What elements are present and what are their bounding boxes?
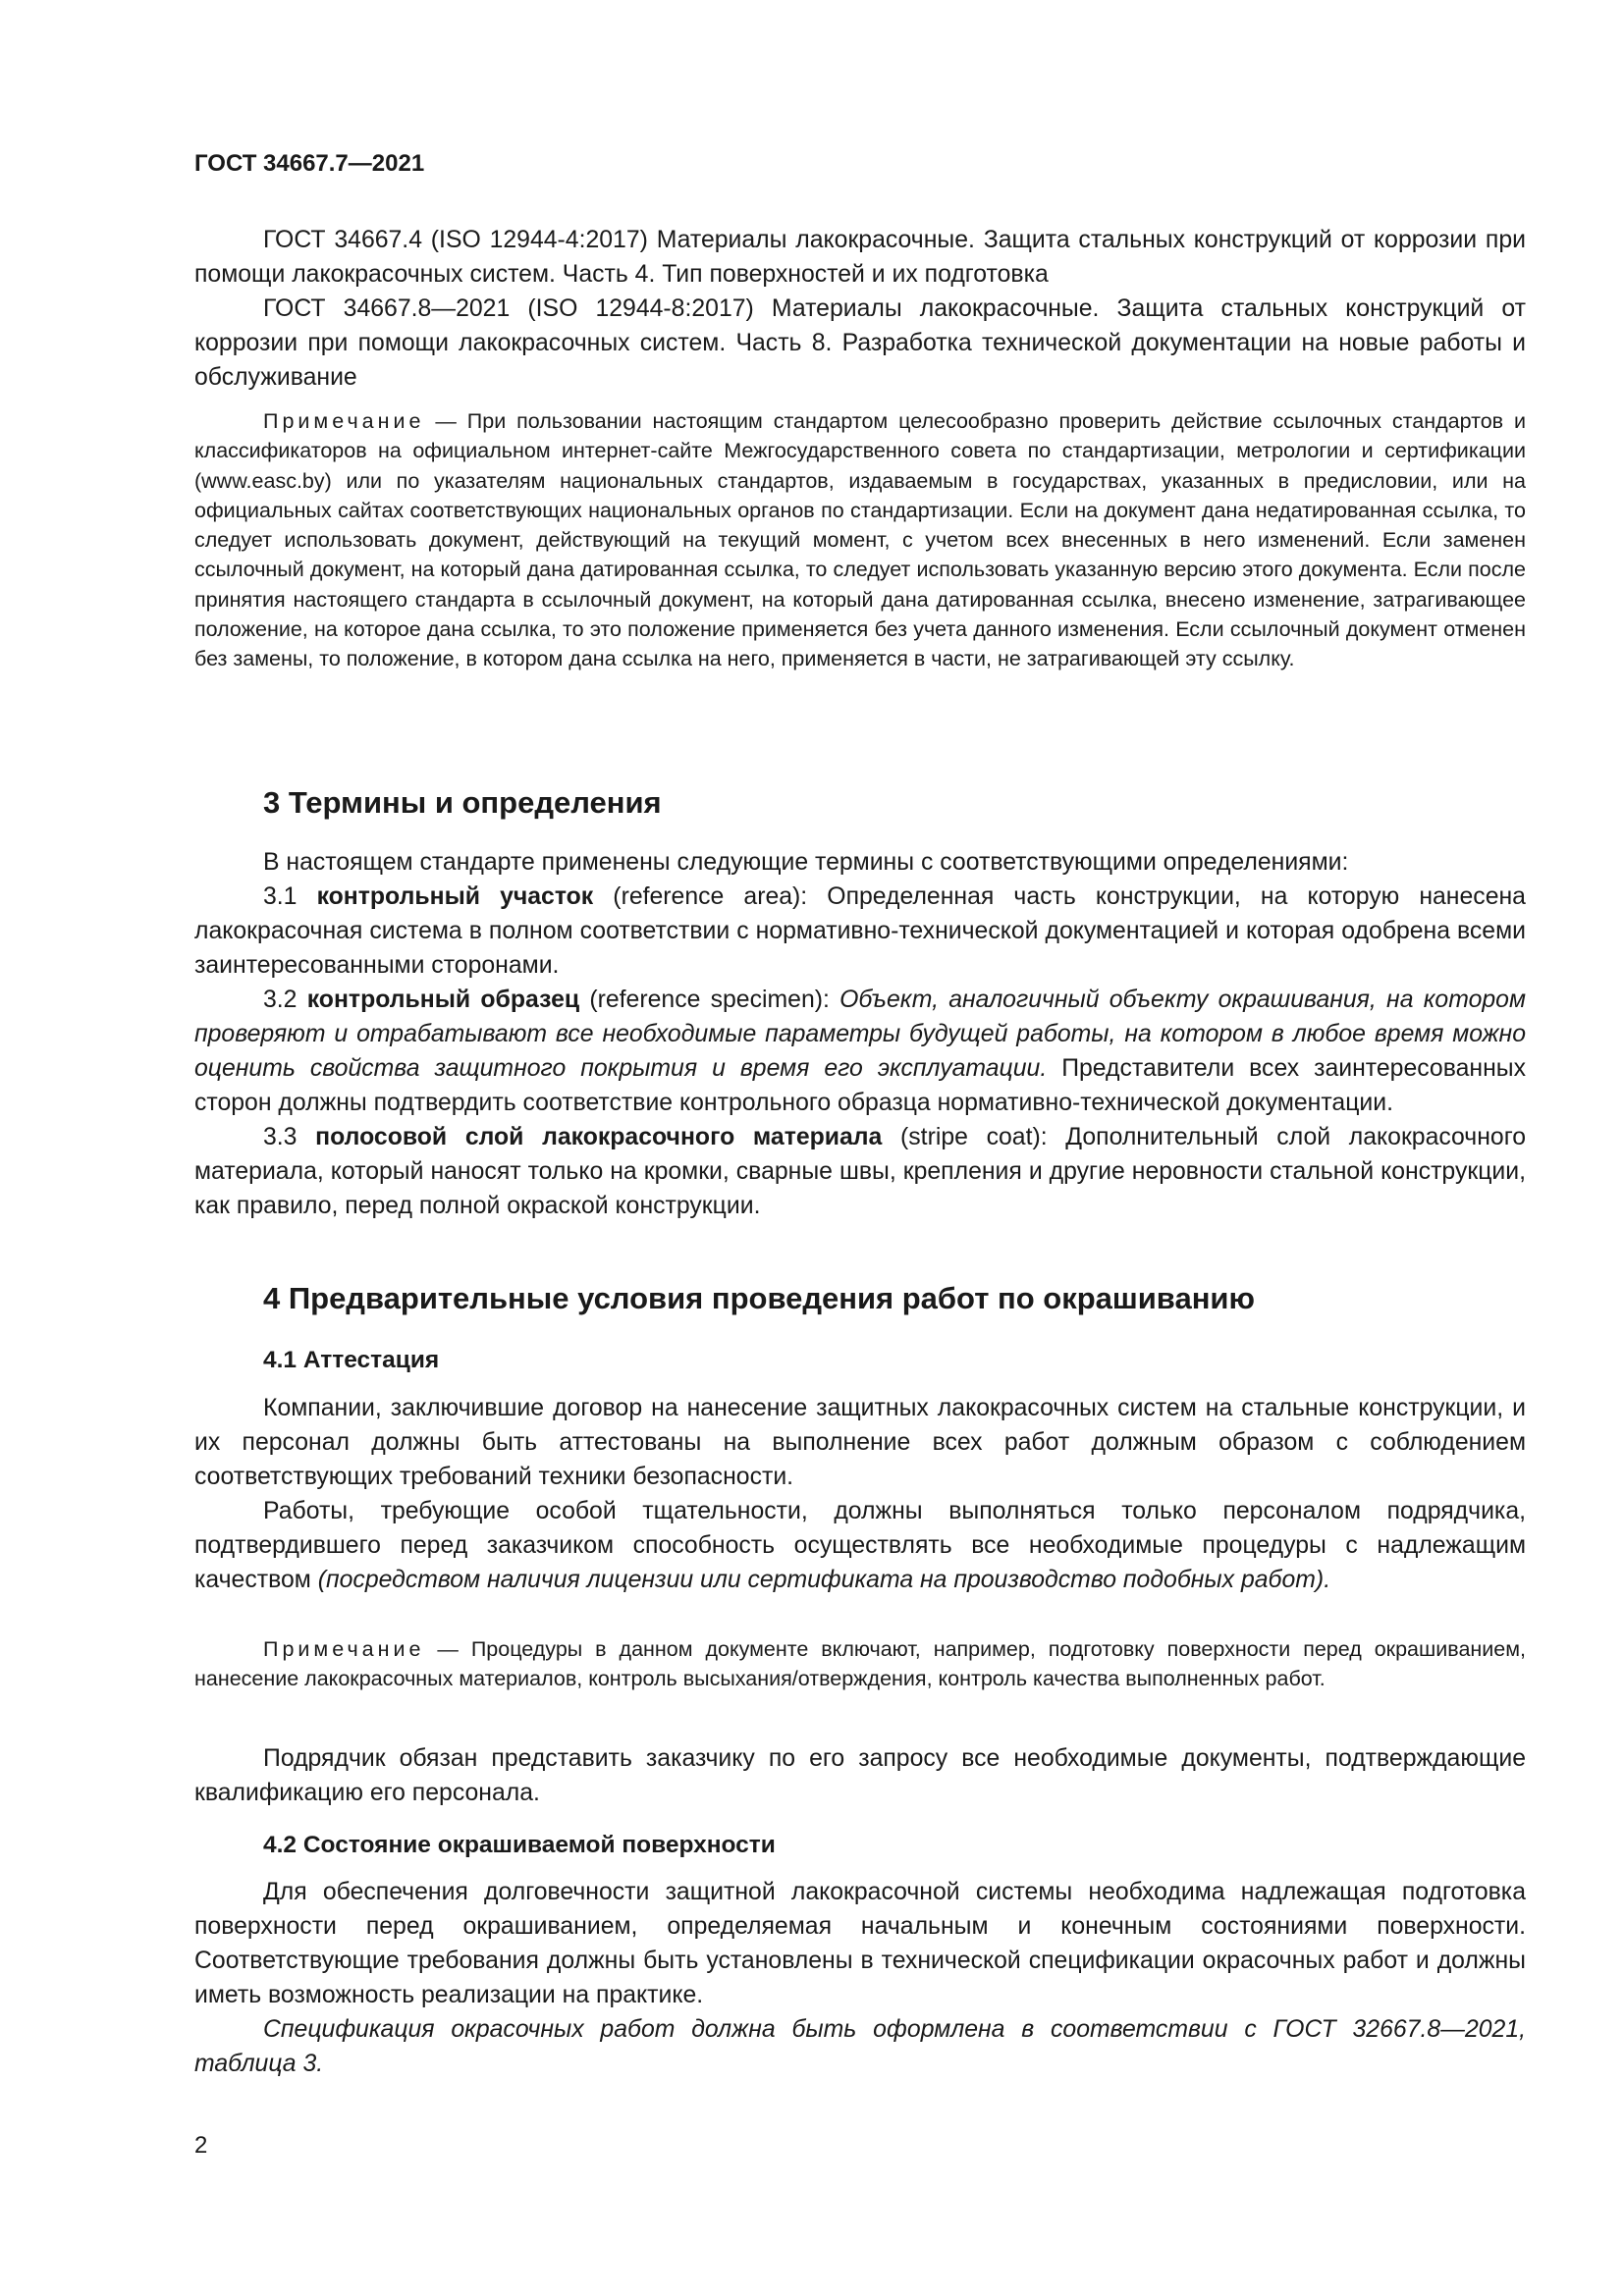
section-4-1-body	[194, 1391, 1526, 1597]
section-4-heading: 4 Предварительные условия проведения работ по окрашиванию	[263, 1281, 1255, 1315]
paragraph: Компании, заключившие договор на нанесение защитных лакокрасочных систем на стальные конструкции, и их персонал должны быть аттестованы на выполнение всех работ должным образом с соблюдением соответствующих требований техники безопасности.	[194, 1395, 1526, 1490]
note-block-1	[194, 406, 1526, 674]
term-3-3	[194, 1120, 1526, 1223]
term-definition-italic: Объект, аналогичный объекту окрашивания, на котором проверяют и отрабатывают все необходимые параметры будущей работы, на котором в любое время можно оценить свойства защитного покрытия и время его эксплуатации.	[194, 987, 1526, 1082]
term-definition: (reference area): Определенная часть конструкции, на которую нанесена лакокрасочная система в полном соответствии с нормативно-технической документацией и которая одобрена всеми заинтересованными сторонами.	[194, 883, 1526, 979]
reference-item: ГОСТ 34667.4 (ISO 12944-4:2017) Материалы лакокрасочные. Защита стальных конструкций от коррозии при помощи лакокрасочных систем. Часть 4. Тип поверхностей и их подготовка	[194, 227, 1526, 288]
paragraph	[194, 2012, 1526, 2081]
document-id-header: ГОСТ 34667.7—2021	[194, 150, 425, 177]
paragraph: Для обеспечения долговечности защитной лакокрасочной системы необходима надлежащая подготовка поверхности перед окрашиванием, определяемая начальным и конечным состояниями поверхности. Соответствующие требования должны быть установлены в технической спецификации окрасочных работ и должны иметь возможность реализации на практике.	[194, 1879, 1526, 2008]
section-4-2-body	[194, 1875, 1526, 2081]
paragraph-italic: Спецификация окрасочных работ должна быть оформлена в соответствии с ГОСТ 32667.8—2021, таблица 3.	[194, 2016, 1526, 2077]
note-label: Примечание	[263, 409, 425, 433]
subsection-4-2-heading: 4.2 Состояние окрашиваемой поверхности	[263, 1832, 776, 1858]
note-label: Примечание	[263, 1637, 425, 1661]
paragraph-text: Работы, требующие особой тщательности, должны выполняться только персоналом подрядчика, подтвердившего перед заказчиком способность осуществлять все необходимые процедуры с надлежащим качеством	[194, 1498, 1526, 1593]
term-english: (reference specimen):	[579, 987, 840, 1013]
term-3-2	[194, 983, 1526, 1120]
paragraph: Подрядчик обязан представить заказчику по его запросу все необходимые документы, подтверждающие квалификацию его персонала.	[194, 1745, 1526, 1806]
note-text: — При пользовании настоящим стандартом целесообразно проверить действие ссылочных стандартов и классификаторов на официальном интернет-сайте Межгосударственного совета по стандартизации, метрологии и сертификации (www.easc.by) или по указателям национальных стандартов, издаваемым в государствах, указанных в предисловии, или на официальных сайтах соответствующих национальных органов по стандартизации. Если на документ дана недатированная ссылка, то следует использовать документ, действующий на текущий момент, с учетом всех внесенных в него изменений. Если заменен ссылочный документ, на который дана датированная ссылка, то следует использовать указанную версию этого документа. Если после принятия настоящего стандарта в ссылочный документ, на который дана датированная ссылка, внесено изменение, затрагивающее положение, на которое дана ссылка, то это положение применяется без учета данного изменения. Если ссылочный документ отменен без замены, то положение, в котором дана ссылка на него, применяется в части, не затрагивающей эту ссылку.	[194, 409, 1526, 671]
note-paragraph	[194, 406, 1526, 674]
term-definition: (stripe coat): Дополнительный слой лакокрасочного материала, который наносят только на кромки, сварные швы, крепления и другие неровности стальной конструкции, как правило, перед полной окраской конструкции.	[194, 1124, 1526, 1219]
paragraph-italic: (посредством наличия лицензии или сертификата на производство подобных работ).	[317, 1567, 1331, 1593]
note-block-2	[194, 1634, 1526, 1694]
term-name: контрольный участок	[316, 883, 594, 910]
section-3-body	[194, 845, 1526, 1223]
page-number: 2	[194, 2132, 208, 2159]
note-paragraph	[194, 1634, 1526, 1694]
section-4-1-closing	[194, 1741, 1526, 1810]
term-definition: Представители всех заинтересованных сторон должны подтвердить соответствие контрольного образца нормативно-технической документации.	[194, 1055, 1527, 1116]
section-3-intro: В настоящем стандарте применены следующие термины с соответствующими определениями:	[263, 849, 1349, 876]
term-3-1	[194, 880, 1526, 983]
term-number: 3.2	[263, 987, 307, 1013]
term-number: 3.1	[263, 883, 317, 910]
subsection-4-1-heading: 4.1 Аттестация	[263, 1347, 440, 1373]
paragraph	[194, 1494, 1526, 1597]
section-3-heading: 3 Термины и определения	[263, 785, 662, 820]
references-block	[194, 223, 1526, 395]
term-name: контрольный образец	[306, 987, 580, 1013]
note-text: — Процедуры в данном документе включают, например, подготовку поверхности перед окрашиванием, нанесение лакокрасочных материалов, контроль высыхания/отверждения, контроль качества выполненных работ.	[194, 1637, 1526, 1691]
reference-item: ГОСТ 34667.8—2021 (ISO 12944-8:2017) Материалы лакокрасочные. Защита стальных конструкций от коррозии при помощи лакокрасочных систем. Часть 8. Разработка технической документации на новые работы и обслуживание	[194, 295, 1526, 391]
term-number: 3.3	[263, 1124, 316, 1150]
term-name: полосовой слой лакокрасочного материала	[315, 1124, 883, 1150]
